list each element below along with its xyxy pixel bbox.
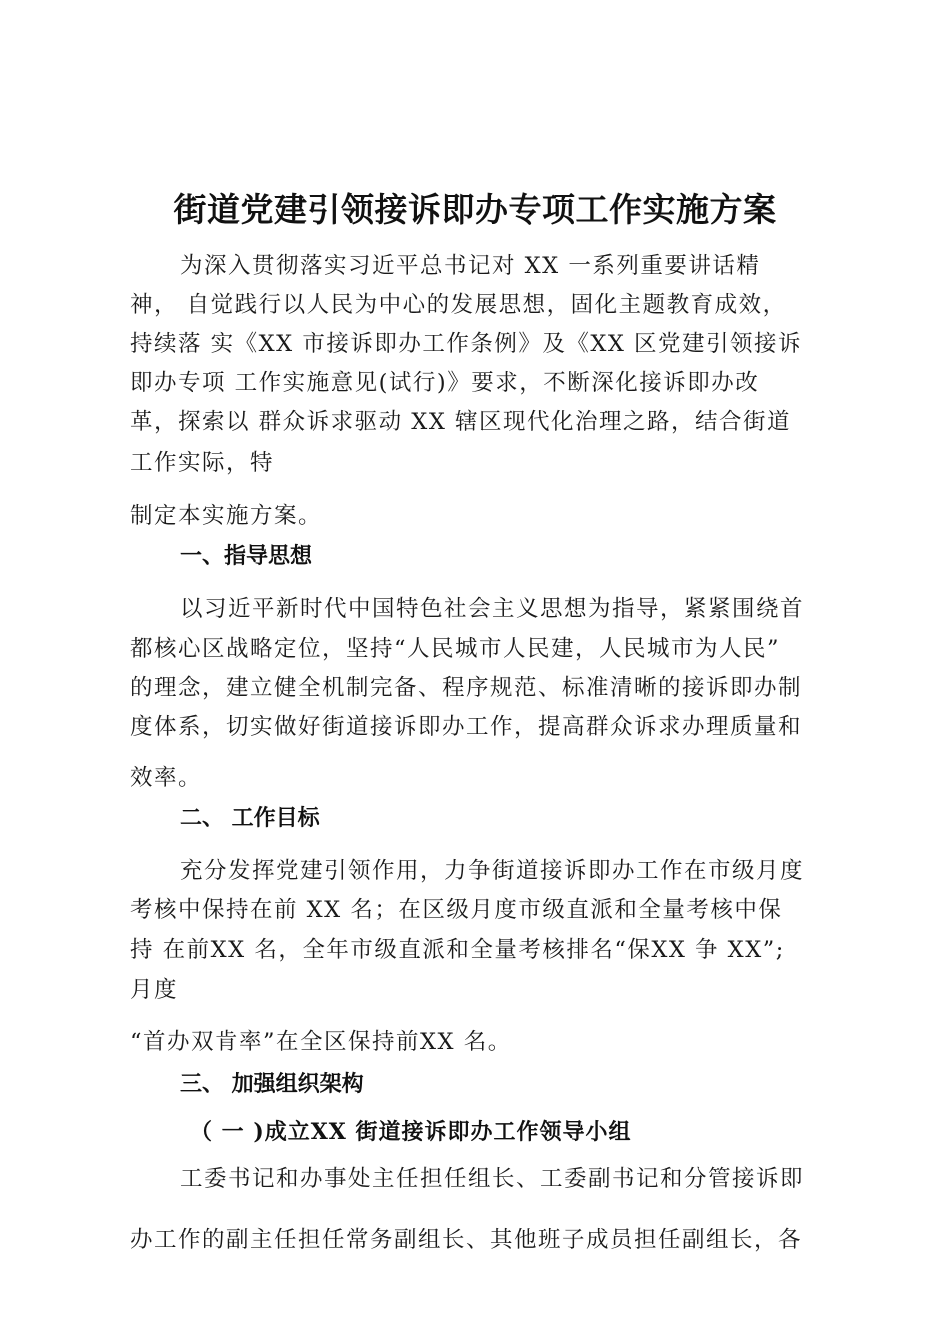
- section-heading-guiding-ideology: 一、指导思想: [180, 544, 313, 569]
- section1-line: 效率。: [130, 765, 203, 791]
- intro-line: 工作实际，特: [130, 450, 275, 476]
- subsection-heading-leading-group: （ 一 )成立XX 街道接诉即办工作领导小组: [190, 1119, 632, 1145]
- section2-line: “首办双肯率”在全区保持前XX 名。: [130, 1029, 512, 1055]
- section1-line: 度体系，切实做好街道接诉即办工作，提高群众诉求办理质量和: [130, 714, 803, 740]
- section2-line: 持 在前XX 名，全年市级直派和全量考核排名“保XX 争 XX”;: [130, 937, 785, 963]
- section2-line: 充分发挥党建引领作用，力争街道接诉即办工作在市级月度: [180, 858, 805, 884]
- section2-line: 考核中保持在前 XX 名；在区级月度市级直派和全量考核中保: [130, 897, 783, 923]
- section2-line: 月度: [130, 977, 179, 1003]
- intro-line: 神， 自觉践行以人民为中心的发展思想，固化主题教育成效，: [130, 292, 787, 318]
- intro-line: 制定本实施方案。: [130, 503, 323, 529]
- section-heading-organization: 三、 加强组织架构: [180, 1072, 364, 1097]
- intro-line: 革，探索以 群众诉求驱动 XX 辖区现代化治理之路，结合街道: [130, 409, 791, 435]
- section3-line: 办工作的副主任担任常务副组长、其他班子成员担任副组长，各: [130, 1227, 803, 1253]
- intro-line: 即办专项 工作实施意见(试行)》要求，不断深化接诉即办改: [130, 370, 760, 396]
- section3-line: 工委书记和办事处主任担任组长、工委副书记和分管接诉即: [180, 1166, 805, 1192]
- section1-line: 以习近平新时代中国特色社会主义思想为指导，紧紧围绕首: [180, 596, 805, 622]
- intro-line: 持续落 实《XX 市接诉即办工作条例》及《XX 区党建引领接诉: [130, 331, 803, 357]
- section1-line: 的理念，建立健全机制完备、程序规范、标准清晰的接诉即办制: [130, 675, 803, 701]
- section-heading-work-goals: 二、 工作目标: [180, 806, 320, 831]
- section1-line: 都核心区战略定位，坚持“人民城市人民建，人民城市为人民”: [130, 636, 781, 662]
- intro-line: 为深入贯彻落实习近平总书记对 XX 一系列重要讲话精: [180, 253, 761, 279]
- document-title: 街道党建引领接诉即办专项工作实施方案: [173, 190, 777, 229]
